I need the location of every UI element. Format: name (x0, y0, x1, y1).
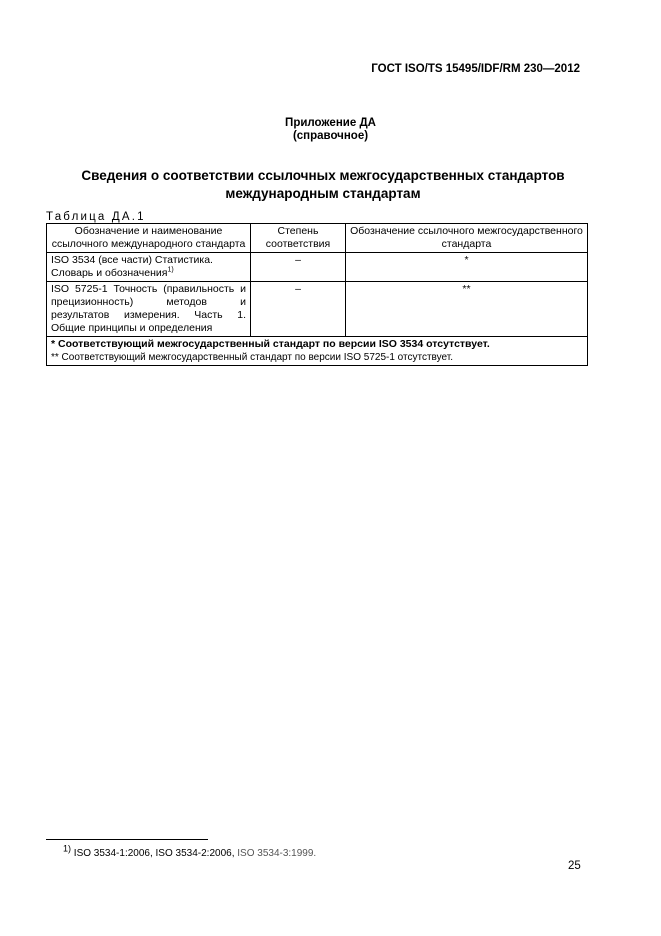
section-title-line-2: международным стандартам (225, 186, 421, 201)
footnote-mark: 1) (63, 843, 72, 854)
row-degree: – (251, 253, 346, 282)
row-interstate: * (346, 253, 588, 282)
row-interstate: ** (346, 282, 588, 337)
footnote (63, 843, 317, 859)
table-header-row (47, 224, 588, 253)
table-row (47, 253, 588, 282)
appendix-title: Приложение ДА (285, 117, 376, 129)
page-number: 25 (568, 860, 581, 872)
section-title (0, 167, 636, 203)
footnote-ref: 1) (167, 266, 174, 274)
row-degree: – (251, 282, 346, 337)
document-code: ГОСТ ISO/TS 15495/IDF/RM 230—2012 (371, 63, 580, 75)
note-2: ** Соответствующий межгосударственный стандарт по версии ISO 5725-1 отсутствует. (51, 352, 453, 363)
correspondence-table (46, 223, 588, 366)
footnote-separator (46, 839, 208, 840)
footnote-text-a: ISO 3534-1:2006, ISO 3534-2:2006, (73, 848, 235, 859)
table-notes-row (47, 337, 588, 366)
header-international-standard: Обозначение и наименование ссылочного международного стандарта (47, 224, 251, 253)
section-title-line-1: Сведения о соответствии ссылочных межгосударственных стандартов (81, 168, 565, 183)
row-designation: ISO 3534 (все части) Статистика. Словарь и обозначения$^{1)}$ (47, 253, 251, 282)
header-interstate-standard: Обозначение ссылочного межгосударственного стандарта (346, 224, 588, 253)
row-designation: ISO 5725-1 Точность (правильность и прецизионность) методов и результатов измерения. Часть 1. Общие принципы и определения (47, 282, 251, 337)
table-caption: Таблица ДА.1 (46, 211, 146, 223)
appendix-subtitle: (справочное) (292, 130, 369, 142)
table-notes (47, 337, 588, 366)
table-row (47, 282, 588, 337)
note-1: * Соответствующий межгосударственный стандарт по версии ISO 3534 отсутствует. (51, 338, 490, 350)
footnote-text-b: ISO 3534-3:1999. (237, 848, 317, 859)
header-degree: Степень соответствия (251, 224, 346, 253)
